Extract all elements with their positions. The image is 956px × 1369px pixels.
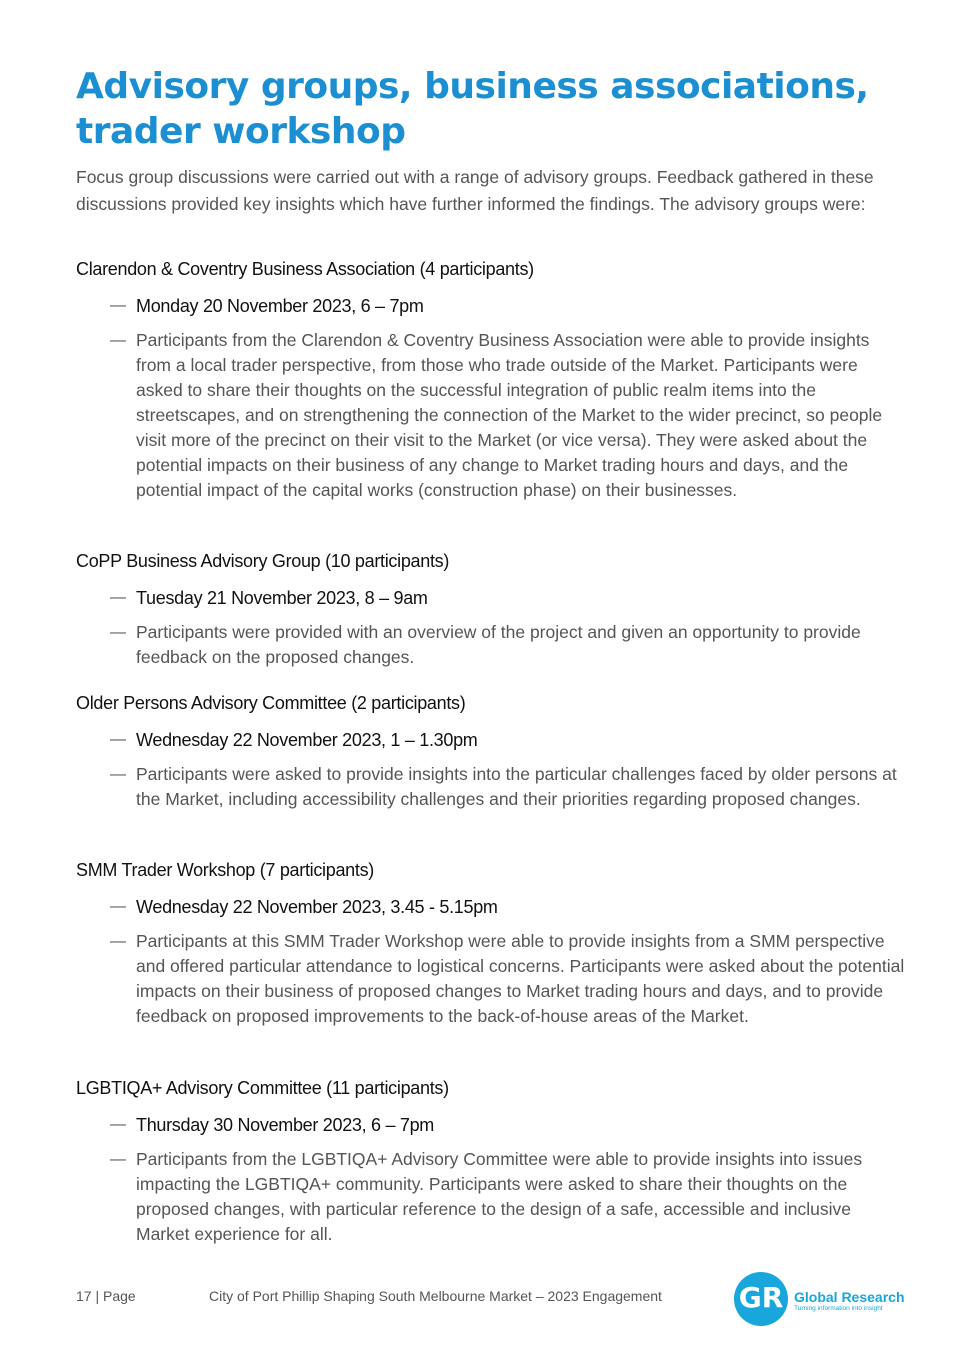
group-heading: Older Persons Advisory Committee (2 participants) [76,693,466,713]
description-text: Participants from the LGBTIQA+ Advisory Committee were able to provide insights into issues impacting the LGBTIQA+ community. Participants were asked to share their thoughts on the proposed changes, with particular reference to the design of a safe, accessible and inclusive Market experience for all. [136,1149,863,1244]
group-heading: SMM Trader Workshop (7 participants) [76,860,374,880]
dash-bullet: — [110,297,126,314]
page-title: Advisory groups, business associations, trader workshop [76,66,869,152]
dash-bullet: — [110,624,126,641]
logo-mark-icon [734,1272,788,1326]
group-clarendon-coventry [76,257,916,503]
date-text: Thursday 30 November 2023, 6 – 7pm [136,1115,434,1135]
logo-tagline: Turning information into insight [794,1305,883,1312]
global-research-logo [734,1272,914,1328]
group-date [76,895,916,919]
group-heading: Clarendon & Coventry Business Association (4 participants) [76,259,534,279]
dash-bullet: — [110,1116,126,1133]
group-date [76,586,916,610]
group-date [76,294,916,318]
group-description [76,929,906,1029]
dash-bullet: — [110,589,126,606]
description-text: Participants were asked to provide insights into the particular challenges faced by older persons at the Market, including accessibility challenges and their priorities regarding proposed changes. [136,764,897,809]
group-older-persons [76,691,916,812]
logo-mark-text: GR [738,1281,784,1314]
group-smm-trader [76,858,916,1029]
group-description [76,620,906,670]
group-description [76,328,906,503]
page-number: 17 | Page [76,1288,136,1304]
group-heading: CoPP Business Advisory Group (10 participants) [76,551,450,571]
group-description [76,1147,906,1247]
date-text: Monday 20 November 2023, 6 – 7pm [136,296,424,316]
description-text: Participants from the Clarendon & Coventry Business Association were able to provide insights from a local trader perspective, from those who trade outside of the Market. Participants were asked to share their thoughts on the successful integration of public realm items into the streetscapes, and on strengthening the connection of the Market to the wider precinct, so people visit more of the precinct on their visit to the Market (or vice versa). They were asked about the potential impacts on their business of any change to Market trading hours and days, and the potential impact of the capital works (construction phase) on their businesses. [136,330,883,500]
group-date [76,1113,916,1137]
group-date [76,728,916,752]
document-title: City of Port Phillip Shaping South Melbourne Market – 2023 Engagement [209,1288,662,1304]
dash-bullet: — [110,332,126,349]
dash-bullet: — [110,898,126,915]
description-text: Participants at this SMM Trader Workshop were able to provide insights from a SMM perspective and offered particular attendance to logistical concerns. Participants were asked about the potential impacts on their business of proposed changes to Market trading hours and days, and to provide feedback on proposed improvements to the back-of-house areas of the Market. [136,931,905,1026]
dash-bullet: — [110,766,126,783]
dash-bullet: — [110,731,126,748]
date-text: Tuesday 21 November 2023, 8 – 9am [136,588,428,608]
group-heading: LGBTIQA+ Advisory Committee (11 participants) [76,1078,449,1098]
date-text: Wednesday 22 November 2023, 3.45 - 5.15pm [136,897,498,917]
logo-name: Global Research [794,1289,905,1305]
group-lgbtiqa [76,1076,916,1247]
date-text: Wednesday 22 November 2023, 1 – 1.30pm [136,730,478,750]
dash-bullet: — [110,1151,126,1168]
description-text: Participants were provided with an overview of the project and given an opportunity to provide feedback on the proposed changes. [136,622,861,667]
dash-bullet: — [110,933,126,950]
group-copp-business [76,549,916,670]
intro-paragraph: Focus group discussions were carried out with a range of advisory groups. Feedback gathered in these discussions provided key insights which have further informed the findings. The advisory groups were: [76,167,874,214]
group-description [76,762,906,812]
